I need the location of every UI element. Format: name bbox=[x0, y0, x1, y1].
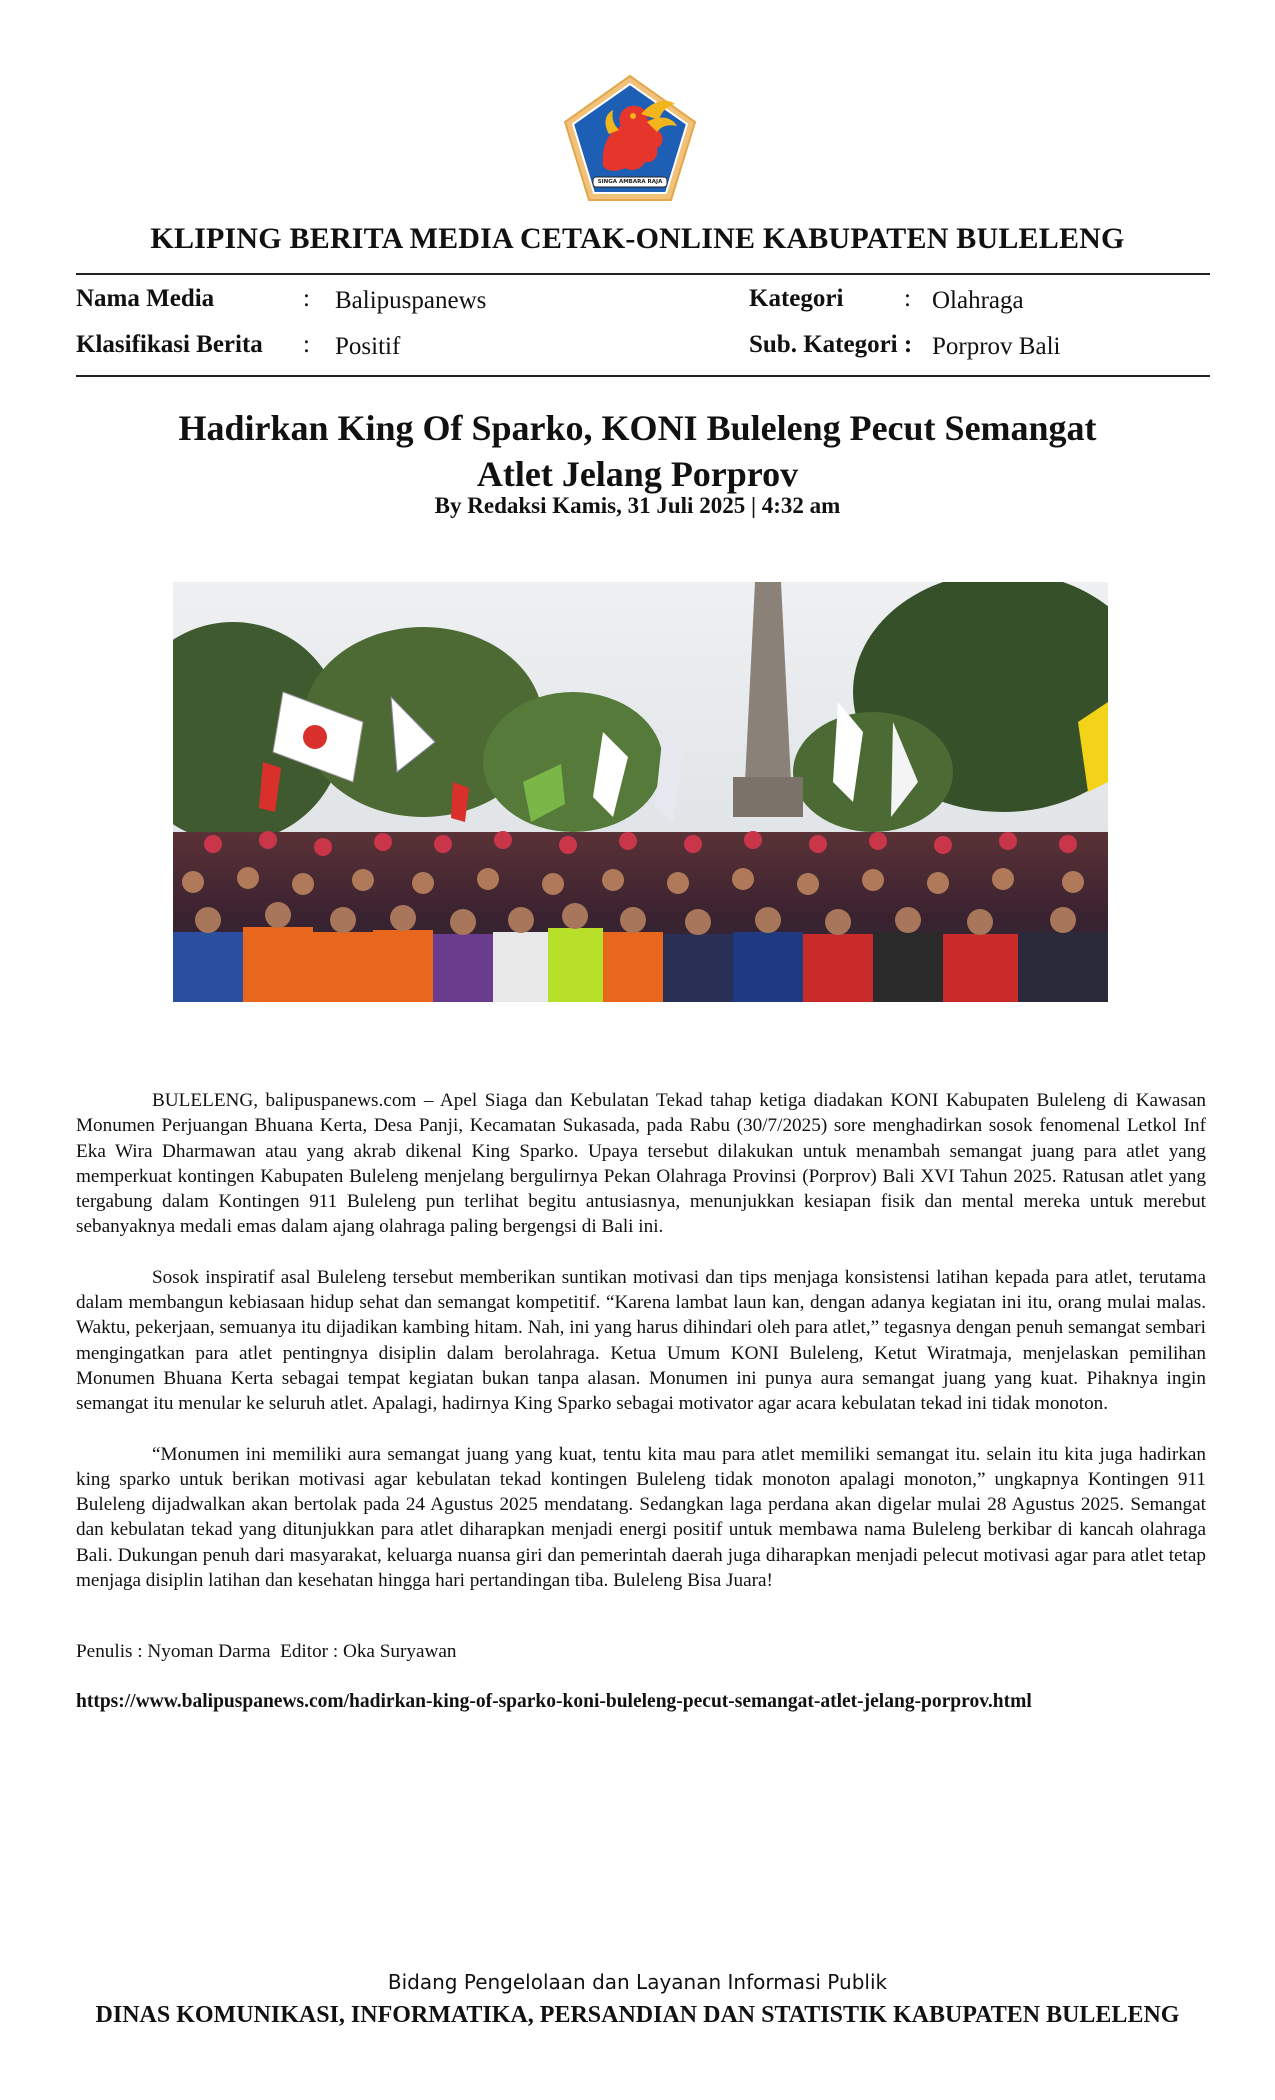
article-title bbox=[120, 405, 1155, 497]
singa-ambara-raja-emblem-icon bbox=[563, 74, 697, 202]
klasifikasi-label: Klasifikasi Berita bbox=[76, 331, 263, 358]
kategori-label: Kategori bbox=[749, 285, 844, 312]
article-title-line-1: Hadirkan King Of Sparko, KONI Buleleng Pecut Semangat bbox=[178, 408, 1097, 448]
kategori-value: Olahraga bbox=[932, 287, 1024, 314]
klasifikasi-value: Positif bbox=[335, 333, 401, 360]
article-paragraph: BULELENG, balipuspanews.com – Apel Siaga dan Kebulatan Tekad tahap ketiga diadakan KONI Kabupaten Buleleng di Kawasan Monumen Perjuangan Bhuana Kerta, Desa Panji, Kecamatan Sukasada, pada Rabu (30/7/2025) sore menghadirkan sosok fenomenal Letkol Inf Eka Wira Dharmawan atau yang akrab dikenal King Sparko. Upaya tersebut dilakukan untuk menambah semangat juang para atlet yang memperkuat kontingen Kabupaten Buleleng menjelang bergulirnya Pekan Olahraga Provinsi (Porprov) Bali XVI Tahun 2025. Ratusan atlet yang tergabung dalam Kontingen 911 Buleleng pun terlihat begitu antusiasnya, menunjukkan kesiapan fisik dan mental mereka untuk merebut sebanyaknya medali emas dalam ajang olahraga paling bergengsi di Bali ini. bbox=[76, 1090, 1206, 1238]
kategori-colon: : bbox=[904, 285, 911, 312]
klasifikasi-colon: : bbox=[303, 331, 310, 358]
article-source-url: https://www.balipuspanews.com/hadirkan-king-of-sparko-koni-buleleng-pecut-semangat-atlet-jelang-porprov.html bbox=[76, 1691, 1032, 1712]
logo-motto: SINGA AMBARA RAJA bbox=[597, 179, 663, 185]
article-paragraph: “Monumen ini memiliki aura semangat juang yang kuat, tentu kita mau para atlet memiliki semangat itu. selain itu kita juga hadirkan king sparko untuk berikan motivasi agar kebulatan tekad kontingen Buleleng tidak monoton apalagi monoton,” ungkapnya Kontingen 911 Buleleng dijadwalkan akan bertolak pada 24 Agustus 2025 mendatang. Sedangkan laga perdana akan digelar mulai 28 Agustus 2025. Semangat dan kebulatan tekad yang ditunjukkan para atlet diharapkan menjadi energi positif untuk membawa nama Buleleng berkibar di kancah olahraga Bali. Dukungan penuh dari masyarakat, keluarga nuansa giri dan pemerintah daerah juga diharapkan menjadi pelecut motivasi agar para atlet tetap menjaga disiplin latihan dan kesehatan hingga hari pertandingan tiba. Buleleng Bisa Juara! bbox=[76, 1443, 1206, 1592]
article-byline: By Redaksi Kamis, 31 Juli 2025 | 4:32 am bbox=[434, 493, 841, 518]
footer-department: Bidang Pengelolaan dan Layanan Informasi Publik bbox=[387, 1970, 888, 1994]
article-credits: Penulis : Nyoman Darma Editor : Oka Suryawan bbox=[76, 1641, 457, 1662]
sub-kategori-label: Sub. Kategori : bbox=[749, 331, 913, 358]
nama-media-label: Nama Media bbox=[76, 285, 215, 312]
header-divider-top bbox=[76, 273, 1210, 275]
nama-media-colon: : bbox=[303, 285, 310, 312]
page-title: KLIPING BERITA MEDIA CETAK-ONLINE KABUPATEN BULELENG bbox=[150, 222, 1125, 255]
article-body bbox=[76, 1088, 1206, 1618]
article-photo bbox=[173, 582, 1108, 1002]
nama-media-value: Balipuspanews bbox=[335, 287, 487, 314]
article-paragraph: Sosok inspiratif asal Buleleng tersebut memberikan suntikan motivasi dan tips menjaga konsistensi latihan kepada para atlet, terutama dalam membangun kebiasaan hidup sehat dan semangat kompetitif. “Karena lambat laun kan, dengan adanya kegiatan ini itu, orang mulai malas. Waktu, pekerjaan, semuanya itu dijadikan kambing hitam. Nah, ini yang harus dihindari oleh para atlet,” tegasnya dengan penuh semangat sembari mengingatkan para atlet pentingnya disiplin dalam berolahraga. Ketua Umum KONI Buleleng, Ketut Wiratmaja, menjelaskan pemilihan Monumen Bhuana Kerta sebagai tempat kegiatan bukan tanpa alasan. Monumen ini punya aura semangat juang yang kuat. Pihaknya ingin semangat itu menular ke seluruh atlet. Apalagi, hadirnya King Sparko sebagai motivator agar acara kebulatan tekad ini tidak monoton. bbox=[76, 1266, 1206, 1415]
article-title-line-2: Atlet Jelang Porprov bbox=[476, 454, 799, 494]
sub-kategori-value: Porprov Bali bbox=[932, 333, 1061, 360]
header-divider-bottom bbox=[76, 375, 1210, 377]
footer-agency: DINAS KOMUNIKASI, INFORMATIKA, PERSANDIAN DAN STATISTIK KABUPATEN BULELENG bbox=[95, 2002, 1180, 2028]
